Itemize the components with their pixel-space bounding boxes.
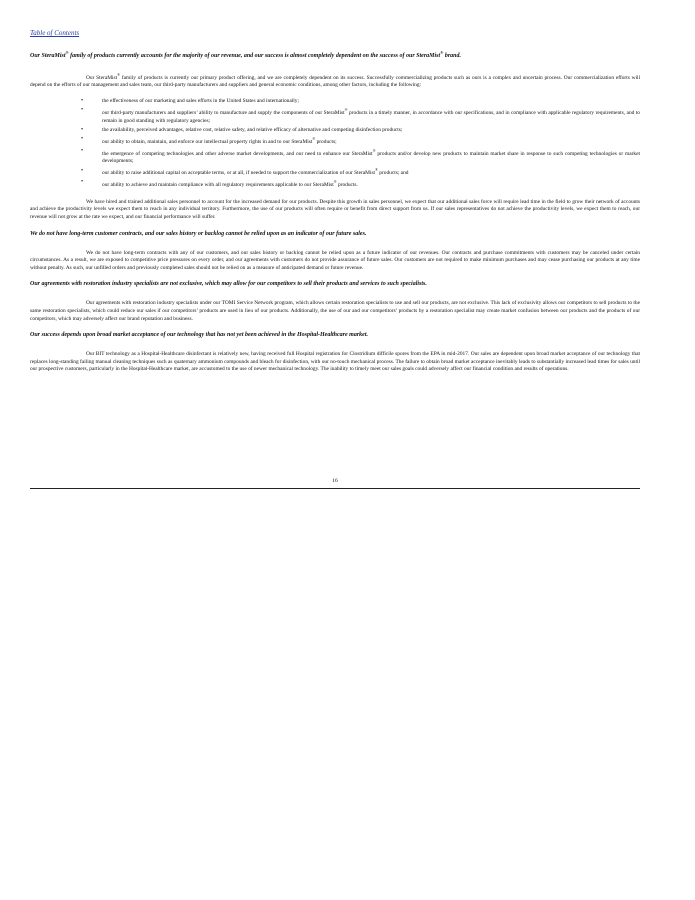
- list-item: [30, 179, 640, 189]
- list-item: [30, 107, 640, 125]
- bullet-icon: •: [81, 147, 84, 154]
- list-item: [30, 136, 640, 146]
- list-item-text: the availability, perceived advantages, relative cost, relative safety, and relative efficacy of alternative and competing disinfection products;: [102, 126, 403, 133]
- list-item: [30, 148, 640, 166]
- list-item-text: our ability to obtain, maintain, and enforce our intellectual property rights in and to our SteraMist® products;: [102, 136, 337, 145]
- body-paragraph: Our agreements with restoration industry specialists under our TOMI Service Network program, which allows certain restoration specialists to use and sell our products, are not exclusive. This lack of exclusivity allows our competitors to sell products to the same restoration specialists, which could reduce our sales if our competitors’ products are used in lieu of our products. Additionally, the use of our and our competitors’ products by a restoration specialist may create market confusion between our products and the products of our competitors, which may adversely affect our brand reputation and business.: [30, 300, 640, 322]
- page-divider: [30, 488, 640, 489]
- bullet-icon: •: [81, 126, 84, 133]
- list-item-text: our ability to raise additional capital on acceptable terms, or at all, if needed to support the commercialization of our SteraMist® products; and: [102, 168, 409, 177]
- section-heading: Our agreements with restoration industry specialists are not exclusive, which may allow for our competitors to sell their products and services to such specialists.: [30, 281, 427, 288]
- bullet-icon: •: [81, 107, 84, 114]
- document-page: [30, 22, 640, 382]
- bullet-icon: •: [81, 167, 84, 174]
- table-of-contents-link[interactable]: Table of Contents: [30, 29, 80, 37]
- section-heading: Our SteraMist® family of products currently accounts for the majority of our revenue, and our success is almost completely dependent on the success of our SteraMist® brand.: [30, 50, 461, 59]
- list-item: [30, 98, 640, 106]
- document-body: [30, 49, 640, 374]
- body-paragraph: Our BIT technology as a Hospital-Healthcare disinfectant is relatively new, having received full Hospital registration for Clostridium difficile spores from the EPA in mid-2017. Our sales are dependent upon broad market acceptance of our technology that replaces long-standing failing manual cleaning techniques such as quaternary ammonium compounds and bleach for disinfection, with our no-touch mechanical process. The failure to obtain broad market acceptance inevitably leads to substantially increased lead times for sales until our prospective customers, particularly in the Hospital-Healthcare market, are accustomed to the use of newer mechanical technology. The inability to timely meet our sales goals could adversely affect our financial condition and results of operations.: [30, 351, 640, 373]
- list-item-text: the effectiveness of our marketing and sales efforts in the United States and internationally;: [102, 97, 299, 104]
- list-item: [30, 127, 640, 135]
- body-paragraph: We have hired and trained additional sales personnel to account for the increased demand for our products. Despite this growth in sales personnel, we expect that our additional sales force will require lead time in the field to grow their network of accounts and achieve the productivity levels we expect them to reach in any individual territory. Furthermore, the use of our products will often require or benefit from direct support from us. If our sales representatives do not achieve the productivity levels, we expect them to reach, our revenue will not grow at the rate we expect, and our financial performance will suffer.: [30, 198, 640, 221]
- body-paragraph: Our SteraMist® family of products is currently our primary product offering, and we are completely dependent on its success. Successfully commercializing products such as ours is a complex and uncertain process. Our commercialization efforts will depend on the efforts of our management and sales team, our third-party manufacturers and suppliers and general economic conditions, among other factors, including the following:: [30, 73, 641, 89]
- list-item: [30, 168, 640, 178]
- list-item-text: the emergence of competing technologies and other adverse market developments, and our need to enhance our SteraMist® products and/or develop new products to maintain market share in response to such competing technologies or market developments;: [102, 148, 640, 165]
- section-heading: Our success depends upon broad market acceptance of our technology that has not yet been achieved in the Hospital-Healthcare market.: [30, 332, 368, 339]
- list-item-text: our ability to achieve and maintain compliance with all regulatory requirements applicable to our SteraMist® products.: [102, 180, 358, 189]
- bullet-icon: •: [81, 179, 84, 186]
- body-paragraph: We do not have long-term contracts with any of our customers, and our sales history or backlog cannot be relied upon as a future indicator of our revenues. Our contracts and purchase commitments with customers may be canceled under certain circumstances. As a result, we are exposed to competitive price pressures on every order, and our agreements with customers do not provide assurance of future sales. Our customers are not required to make minimum purchases and may cease purchasing our products at any time without penalty. As such, our unfilled orders and previously completed sales should not be relied on as a measure of anticipated demand or future revenue.: [30, 249, 640, 271]
- list-item-text: our third-party manufacturers and suppliers’ ability to manufacture and supply the components of our SteraMist® products in a timely manner, in accordance with our specifications, and in compliance with applicable regulatory requirements, and to remain in good standing with regulatory agencies;: [102, 108, 640, 124]
- section-heading: We do not have long-term customer contracts, and our sales history or backlog cannot be relied upon as an indicator of our future sales.: [30, 230, 367, 237]
- bullet-list: [30, 98, 640, 190]
- page-number: 16: [332, 478, 338, 484]
- bullet-icon: •: [81, 97, 84, 104]
- bullet-icon: •: [81, 135, 84, 142]
